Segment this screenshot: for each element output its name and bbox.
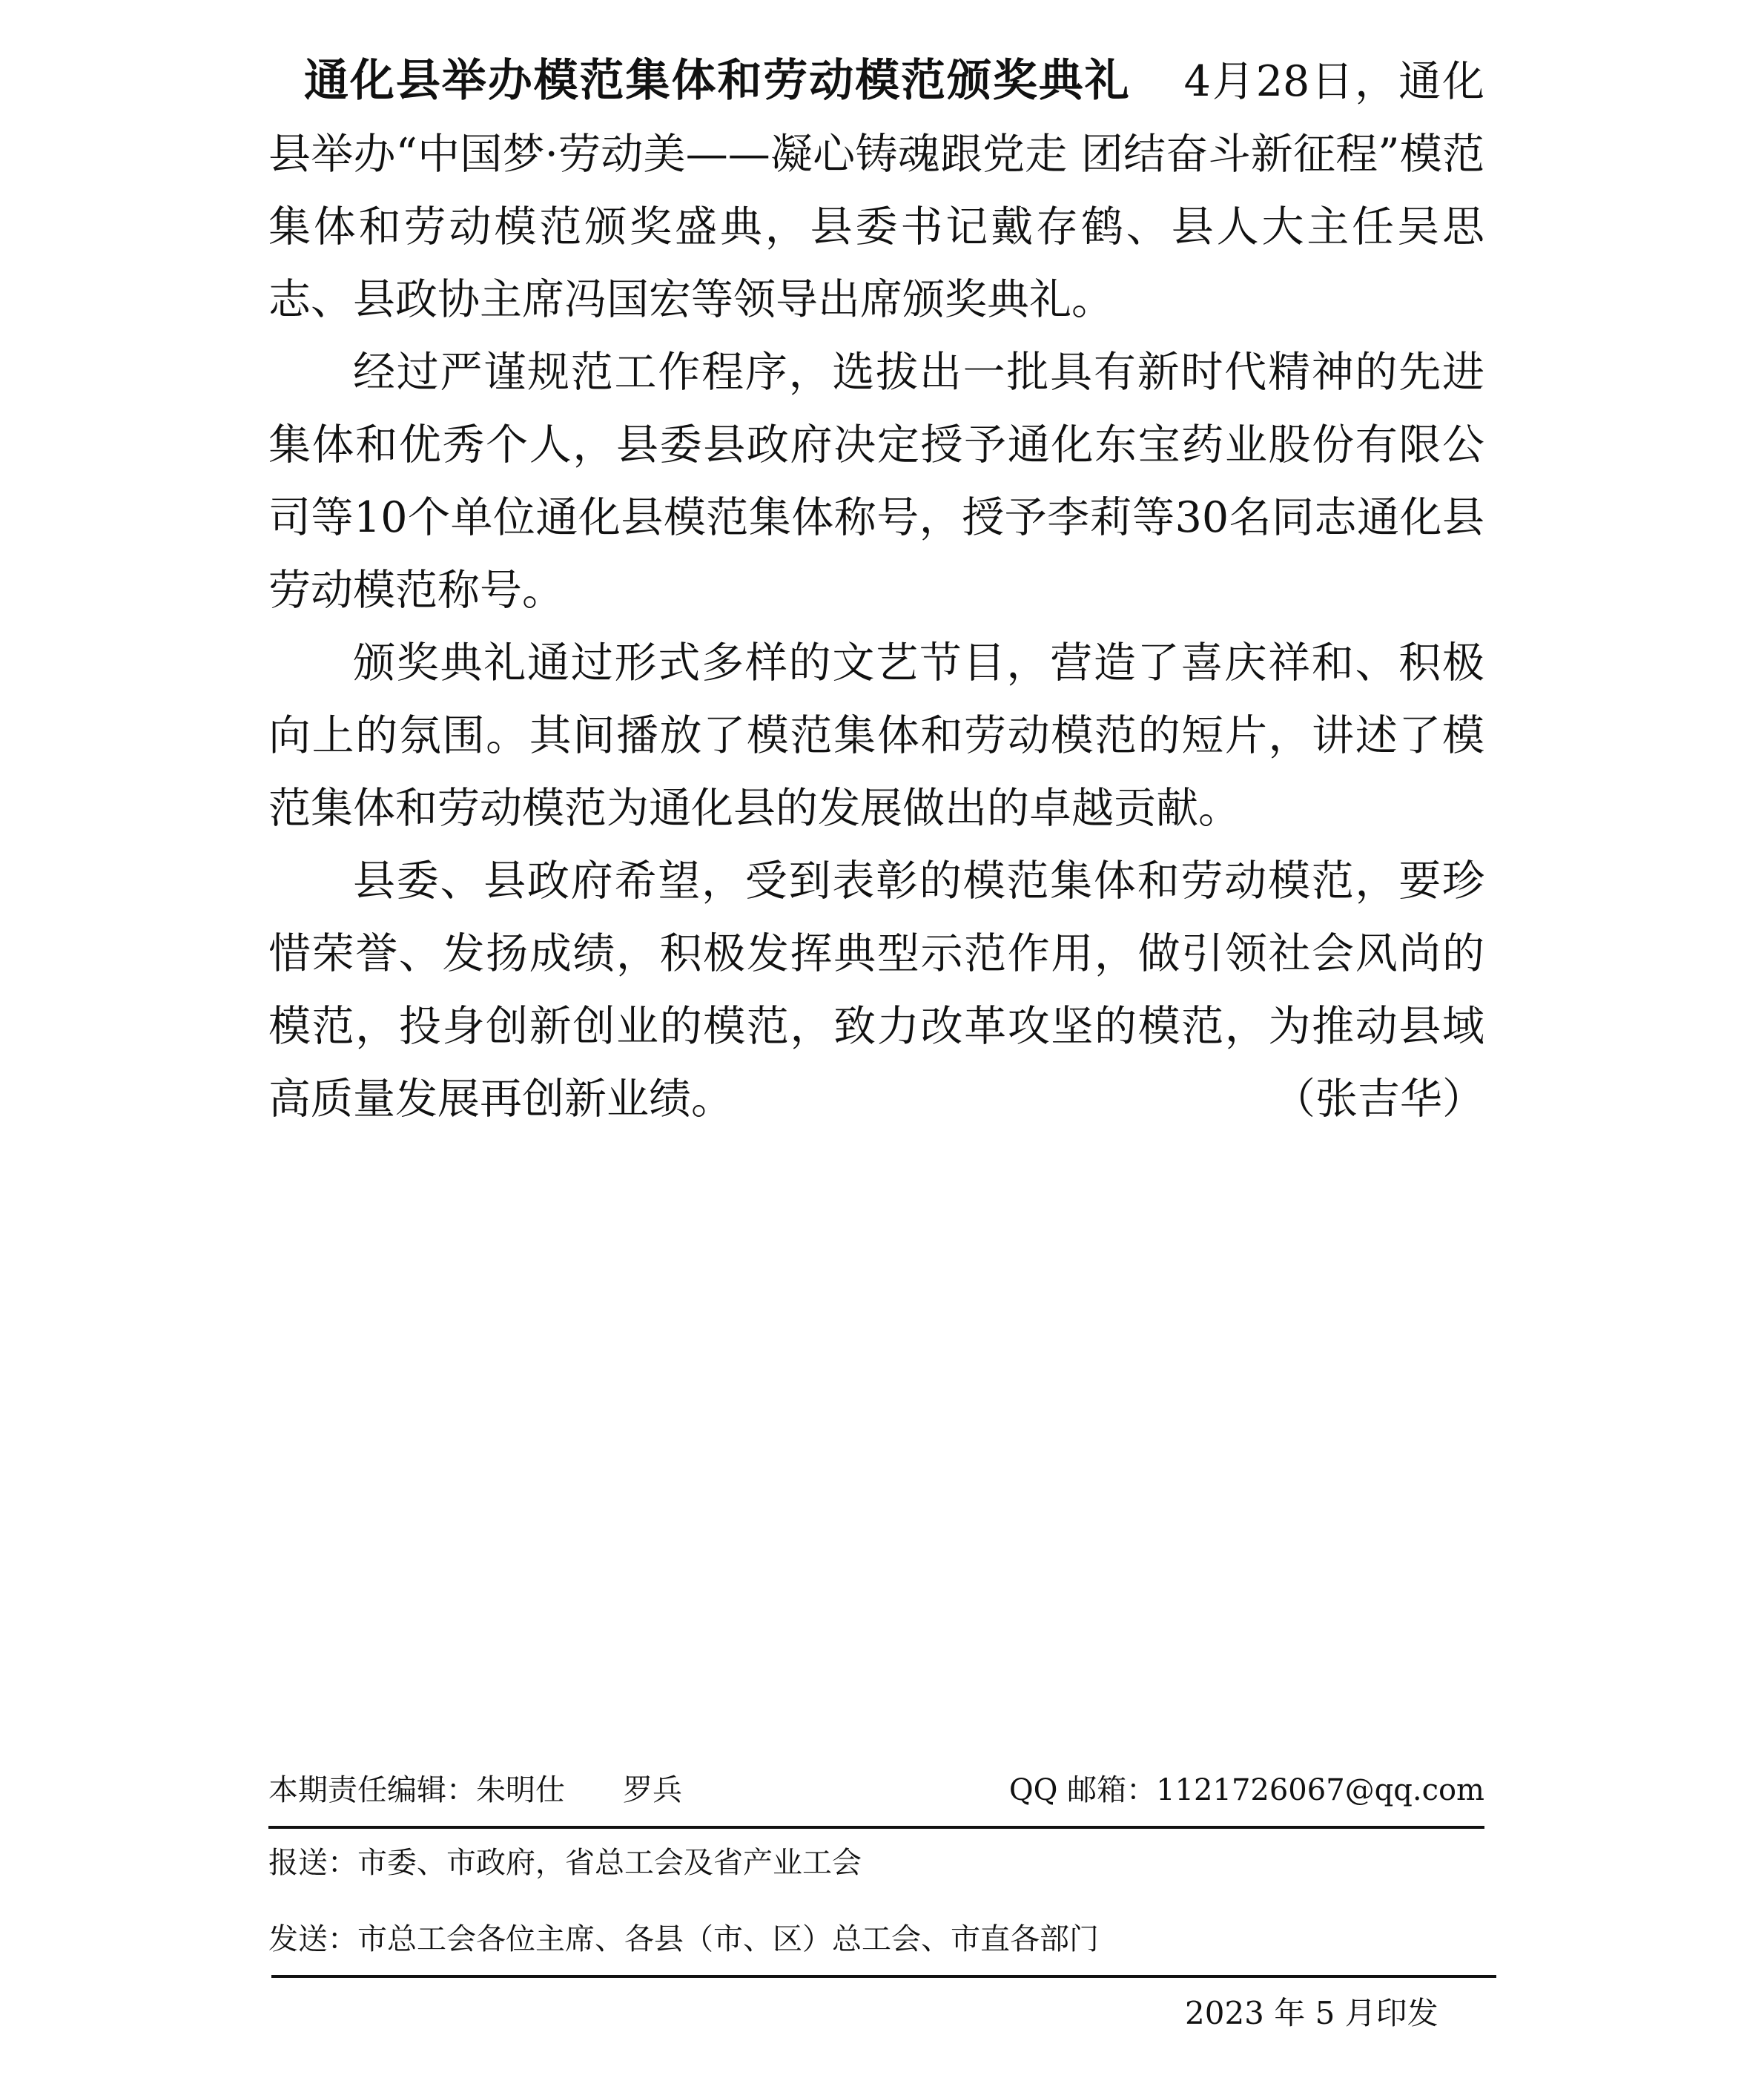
editor-name: 罗兵 (623, 1772, 682, 1807)
editors-line (268, 1764, 1484, 1811)
lead-text: 4月28日，通化县举办“中国梦·劳动美——凝心铸魂跟党走 团结奋斗新征程”模范集体和劳动模范颁奖盛典，县委书记戴存鹤、县人大主任吴思志、县政协主席冯国宏等领导出席颁奖典礼。 (268, 57, 1485, 324)
body-paragraph: 颁奖典礼通过形式多样的文艺节目，营造了喜庆祥和、积极向上的氛围。其间播放了模范集体和劳动模范的短片，讲述了模范集体和劳动模范为通化县的发展做出的卓越贡献。 (268, 639, 1484, 833)
editors (268, 1767, 682, 1809)
divider (271, 1975, 1496, 1978)
body-paragraph: 经过严谨规范工作程序，选拔出一批具有新时代精神的先进集体和优秀个人，县委县政府决定授予通化东宝药业股份有限公司等10个单位通化县模范集体称号，授予李莉等30名同志通化县劳动模范称号。 (268, 348, 1484, 615)
contact-email: QQ 邮箱：1121726067@qq.com (1008, 1772, 1484, 1807)
author-byline: （张吉华） (1273, 1075, 1484, 1124)
article-headline: 通化县举办模范集体和劳动模范颁奖典礼 (304, 55, 1131, 107)
lead-paragraph (268, 44, 1484, 336)
cc-line: 发送：市总工会各位主席、各县（市、区）总工会、市直各部门 (268, 1922, 1099, 1956)
body-paragraph-text: 县委、县政府希望，受到表彰的模范集体和劳动模范，要珍惜荣誉、发扬成绩，积极发挥典型示范作用，做引领社会风尚的模范，投身创新创业的模范，致力改革攻坚的模范，为推动县域高质量发展再创新业绩。 (268, 857, 1484, 1124)
editor-name: 朱明仕 (476, 1772, 565, 1807)
editors-label: 本期责任编辑： (268, 1772, 476, 1807)
issue-date: 2023 年 5 月印发 (1185, 1995, 1438, 2031)
divider (268, 1826, 1484, 1829)
distribution-line: 报送：市委、市政府，省总工会及省产业工会 (268, 1846, 862, 1880)
body-paragraph (268, 845, 1484, 1135)
article (268, 44, 1484, 1135)
